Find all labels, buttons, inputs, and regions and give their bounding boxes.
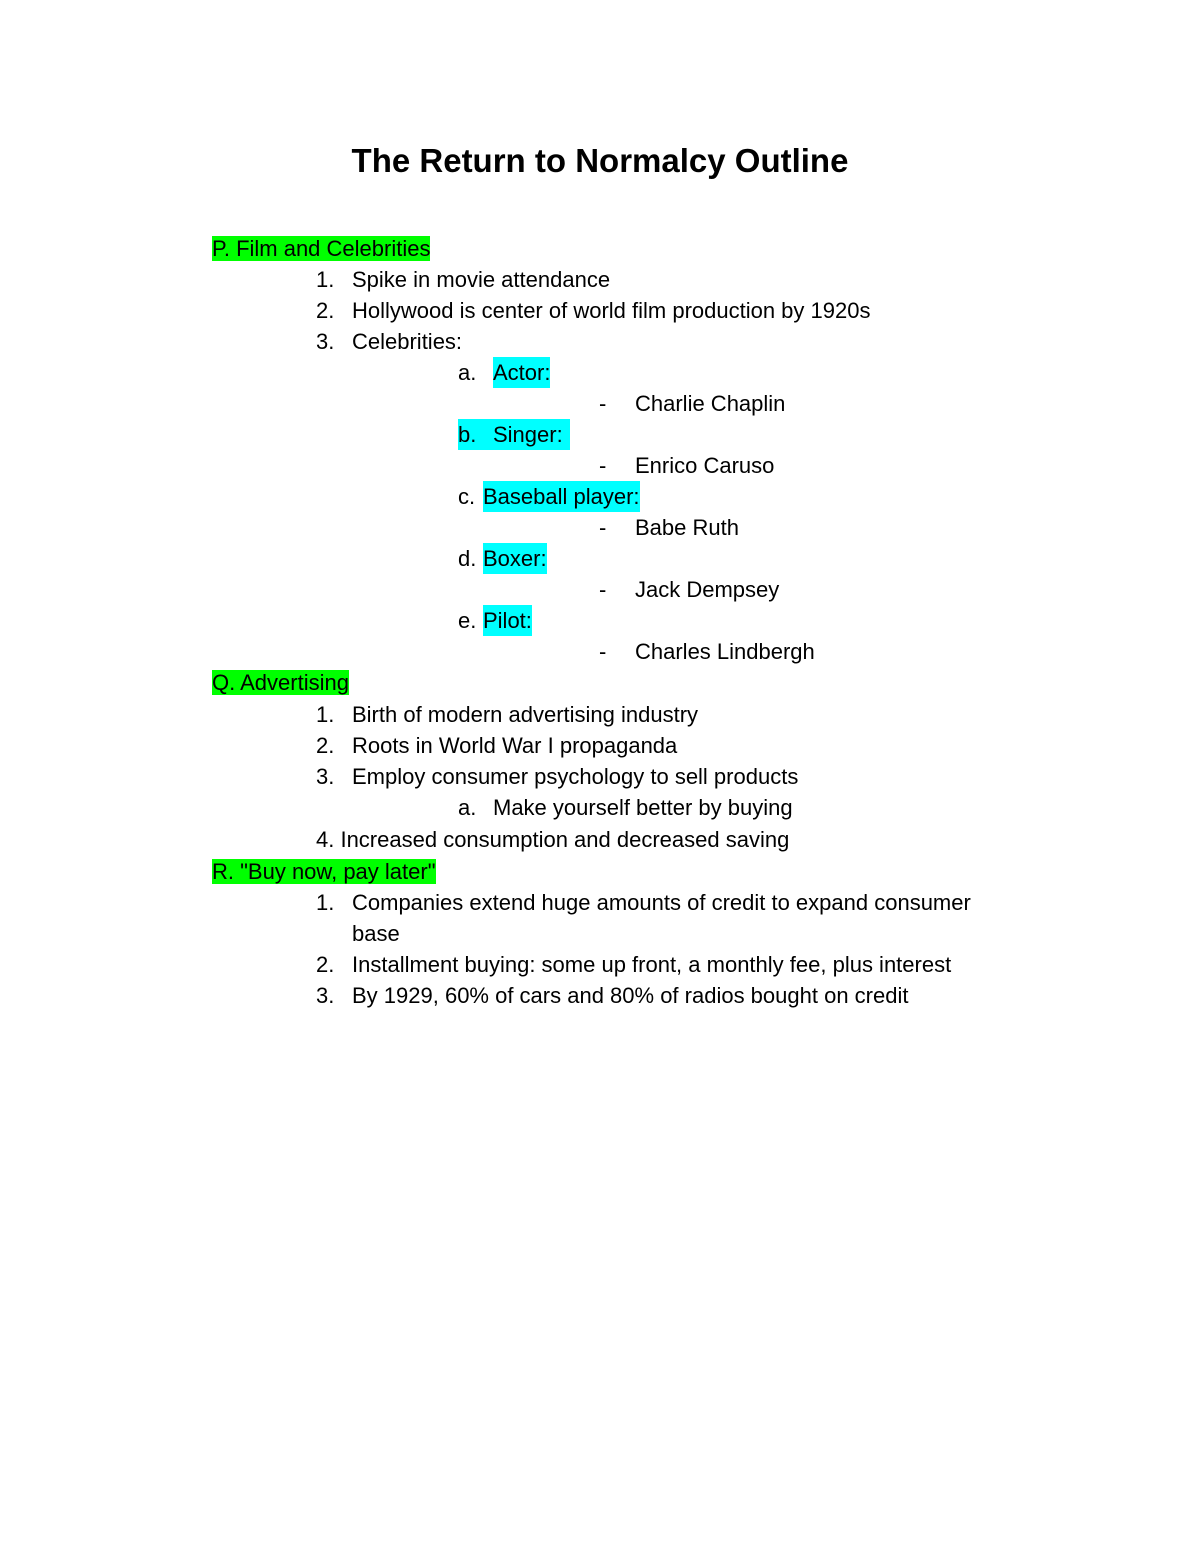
list-marker: d. (458, 546, 477, 571)
list-item-text: Make yourself better by buying (493, 795, 793, 820)
dash-bullet: - (599, 453, 607, 478)
list-marker: 1. (316, 702, 335, 727)
section-heading-p: P. Film and Celebrities (212, 236, 431, 261)
list-marker: 2. (316, 733, 335, 758)
list-item-text: Installment buying: some up front, a monthly fee, plus interest (352, 952, 952, 977)
name-text: Enrico Caruso (635, 453, 775, 478)
list-marker: 3. (316, 329, 335, 354)
dash-bullet: - (599, 577, 607, 602)
list-item-continuation: base (352, 921, 400, 946)
list-item-text: Birth of modern advertising industry (352, 702, 699, 727)
list-marker: 2. (316, 298, 335, 323)
name-text: Charlie Chaplin (635, 391, 786, 416)
page-title: The Return to Normalcy Outline (351, 142, 849, 179)
list-item-text: 4. Increased consumption and decreased saving (316, 827, 790, 852)
list-marker: 3. (316, 764, 335, 789)
list-marker: a. (458, 360, 477, 385)
list-marker: e. (458, 608, 477, 633)
role-label: Actor: (493, 357, 550, 388)
role-label: Boxer: (483, 543, 547, 574)
list-marker: 1. (316, 267, 335, 292)
list-item-text: Companies extend huge amounts of credit to expand consumer (352, 890, 971, 915)
list-item (316, 824, 789, 855)
list-item-text: Roots in World War I propaganda (352, 733, 678, 758)
role-label: Singer: (493, 422, 563, 447)
list-marker: 3. (316, 983, 335, 1008)
list-item-text: By 1929, 60% of cars and 80% of radios bought on credit (352, 983, 909, 1008)
name-text: Babe Ruth (635, 515, 739, 540)
role-label: Pilot: (483, 605, 532, 636)
role-highlight (458, 419, 570, 450)
dash-bullet: - (599, 639, 607, 664)
name-text: Charles Lindbergh (635, 639, 815, 664)
list-marker: a. (458, 795, 477, 820)
role-label: Baseball player: (483, 481, 640, 512)
list-item-text: Celebrities: (352, 329, 463, 354)
list-item-text: Spike in movie attendance (352, 267, 611, 292)
list-marker: b. (458, 422, 477, 447)
list-marker: 1. (316, 890, 335, 915)
list-marker: 2. (316, 952, 335, 977)
list-item-text: Employ consumer psychology to sell products (352, 764, 799, 789)
dash-bullet: - (599, 391, 607, 416)
list-item-text: Hollywood is center of world film production by 1920s (352, 298, 871, 323)
name-text: Jack Dempsey (635, 577, 780, 602)
list-marker: c. (458, 484, 476, 509)
section-heading-r: R. "Buy now, pay later" (212, 859, 436, 884)
section-heading-q: Q. Advertising (212, 670, 349, 695)
dash-bullet: - (599, 515, 607, 540)
